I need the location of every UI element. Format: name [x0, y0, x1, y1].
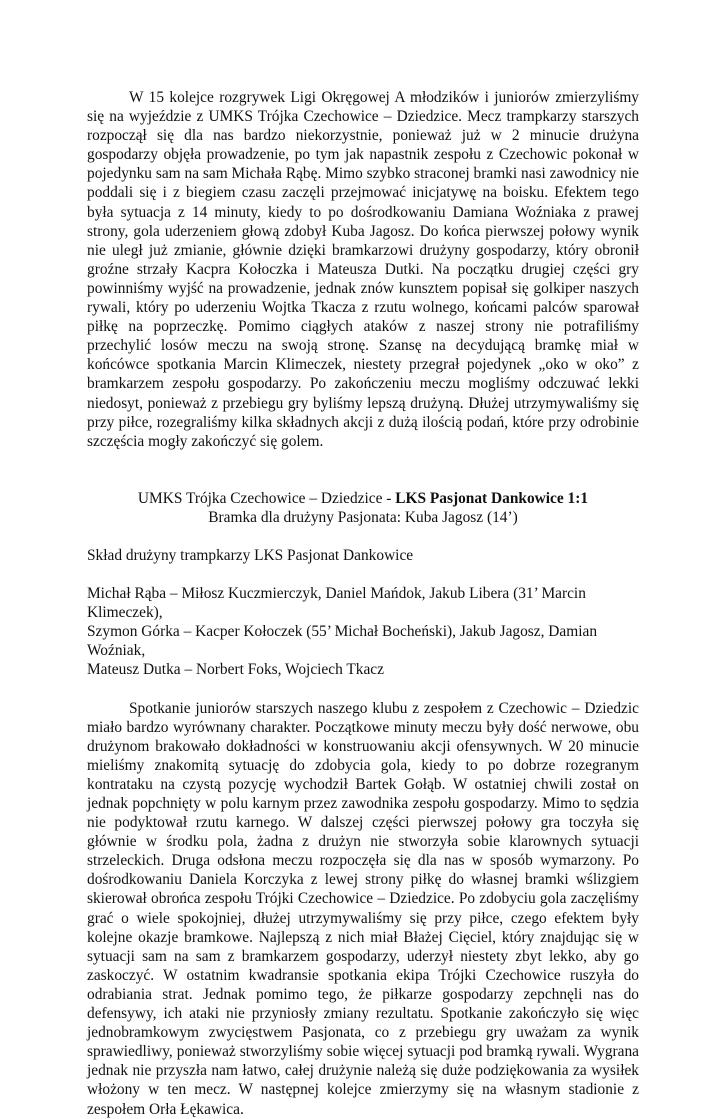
squad-line: Mateusz Dutka – Norbert Foks, Wojciech Tkacz: [87, 661, 384, 679]
section-spacer: [87, 527, 639, 546]
document-page: [87, 88, 639, 1119]
squad-line: Michał Rąba – Miłosz Kuczmierczyk, Daniel Mańdok, Jakub Libera (31’ Marcin Klimeczek),: [87, 585, 586, 622]
section-spacer: [87, 565, 639, 584]
goal-scorer-line: Bramka dla drużyny Pasjonata: Kuba Jagosz (14’): [208, 508, 518, 526]
home-team-name: UMKS Trójka Czechowice – Dziedzice -: [137, 489, 392, 507]
section-spacer: [87, 451, 639, 489]
squad-heading: Skład drużyny trampkarzy LKS Pasjonat Dankowice: [87, 546, 414, 564]
match-report-paragraph-juniorzy: Spotkanie juniorów starszych naszego klubu z zespołem z Czechowic – Dziedzic miało bardzo wyrównany charakter. Początkowe minuty meczu były dość nerwowe, obu drużynom brakowało dokładności w konstruowaniu akcji ofensywnych. W 20 minucie mieliśmy znakomitą sytuację do zdobycia gola, kiedy to po dobrze rozegranym kontrataku na czystą pozycję wychodził Bartek Gołąb. W ostatniej chwili został on jednak popchnięty w polu karnym przez zawodnika zespołu gospodarzy. Mimo to sędzia nie podyktował rzutu karnego. W dalszej części pierwszej połowy gra toczyła się głównie w środku pola, żadna z drużyn nie stworzyła sobie klarownych sytuacji strzeleckich. Druga odsłona meczu rozpoczęła się dla nas w sposób wymarzony. Po dośrodkowaniu Daniela Korczyka z lewej strony piłkę do własnej bramki wślizgiem skierował obrońca zespołu Trójki Czechowice – Dziedzice. Po zdobyciu gola zaczęliśmy grać o wiele spokojniej, dłużej utrzymywaliśmy się przy piłce, czego efektem były kolejne okazje bramkowe. Najlepszą z nich miał Błażej Cięciel, który znajdując się w sytuacji sam na sam z bramkarzem gospodarzy, uderzył niestety zbyt lekko, aby go zaskoczyć. W ostatnim kwadransie spotkania ekipa Trójki Czechowice ruszyła do odrabiania strat. Jednak pomimo tego, że piłkarze gospodarzy zepchnęli nas do defensywy, ich ataki nie przyniosły zmiany rezultatu. Spotkanie zakończyło się więc jednobramkowym zwycięstwem Pasjonata, co z przebiegu gry uważam za wynik sprawiedliwy, ponieważ stworzyliśmy sobie więcej sytuacji pod bramką rywali. Wygrana jednak nie przyszła nam łatwo, całej drużynie należą się duże podziękowania za wysiłek włożony w ten mecz. W następnej kolejce zmierzymy się na własnym stadionie z zespołem Orła Łękawica.: [87, 699, 639, 1118]
squad-line: Szymon Górka – Kacper Kołoczek (55’ Michał Bocheński), Jakub Jagosz, Damian Woźniak,: [87, 623, 598, 660]
away-team-score: LKS Pasjonat Dankowice 1:1: [395, 489, 589, 507]
match-result-line: [87, 489, 639, 508]
match-report-paragraph-trampkarze: W 15 kolejce rozgrywek Ligi Okręgowej A młodzików i juniorów zmierzyliśmy się na wyjeździe z UMKS Trójka Czechowice – Dziedzice. Mecz trampkarzy starszych rozpoczął się dla nas bardzo niekorzystnie, ponieważ już w 2 minucie drużyna gospodarzy objęła prowadzenie, po tym jak napastnik zespołu z Czechowic pokonał w pojedynku sam na sam Michała Rąbę. Mimo szybko straconej bramki nasi zawodnicy nie poddali się i z biegiem czasu zaczęli przejmować inicjatywę na boisku. Efektem tego była sytuacja z 14 minuty, kiedy to po dośrodkowaniu Damiana Woźniaka z prawej strony, gola uderzeniem głową zdobył Kuba Jagosz. Do końca pierwszej połowy wynik nie uległ już zmianie, głównie dzięki bramkarzowi drużyny gospodarzy, który obronił groźne strzały Kacpra Kołoczka i Mateusza Dutki. Na początku drugiej części gry powinniśmy wyjść na prowadzenie, jednak znów kunsztem popisał się golkiper naszych rywali, który po uderzeniu Wojtka Tkacza z rzutu wolnego, końcami palców sparował piłkę na poprzeczkę. Pomimo ciągłych ataków z naszej strony nie potrafiliśmy przechylić losów meczu na swoją stronę. Szansę na decydującą bramkę miał w końcówce spotkania Marcin Klimeczek, niestety przegrał pojedynek „oko w oko” z bramkarzem zespołu gospodarzy. Po zakończeniu meczu mogliśmy odczuwać lekki niedosyt, ponieważ z przebiegu gry byliśmy lepszą drużyną. Dłużej utrzymywaliśmy się przy piłce, rozegraliśmy kilka składnych akcji z dużą ilością podań, które przy odrobinie szczęścia mogły zakończyć się golem.: [87, 89, 639, 450]
section-spacer: [87, 680, 639, 699]
